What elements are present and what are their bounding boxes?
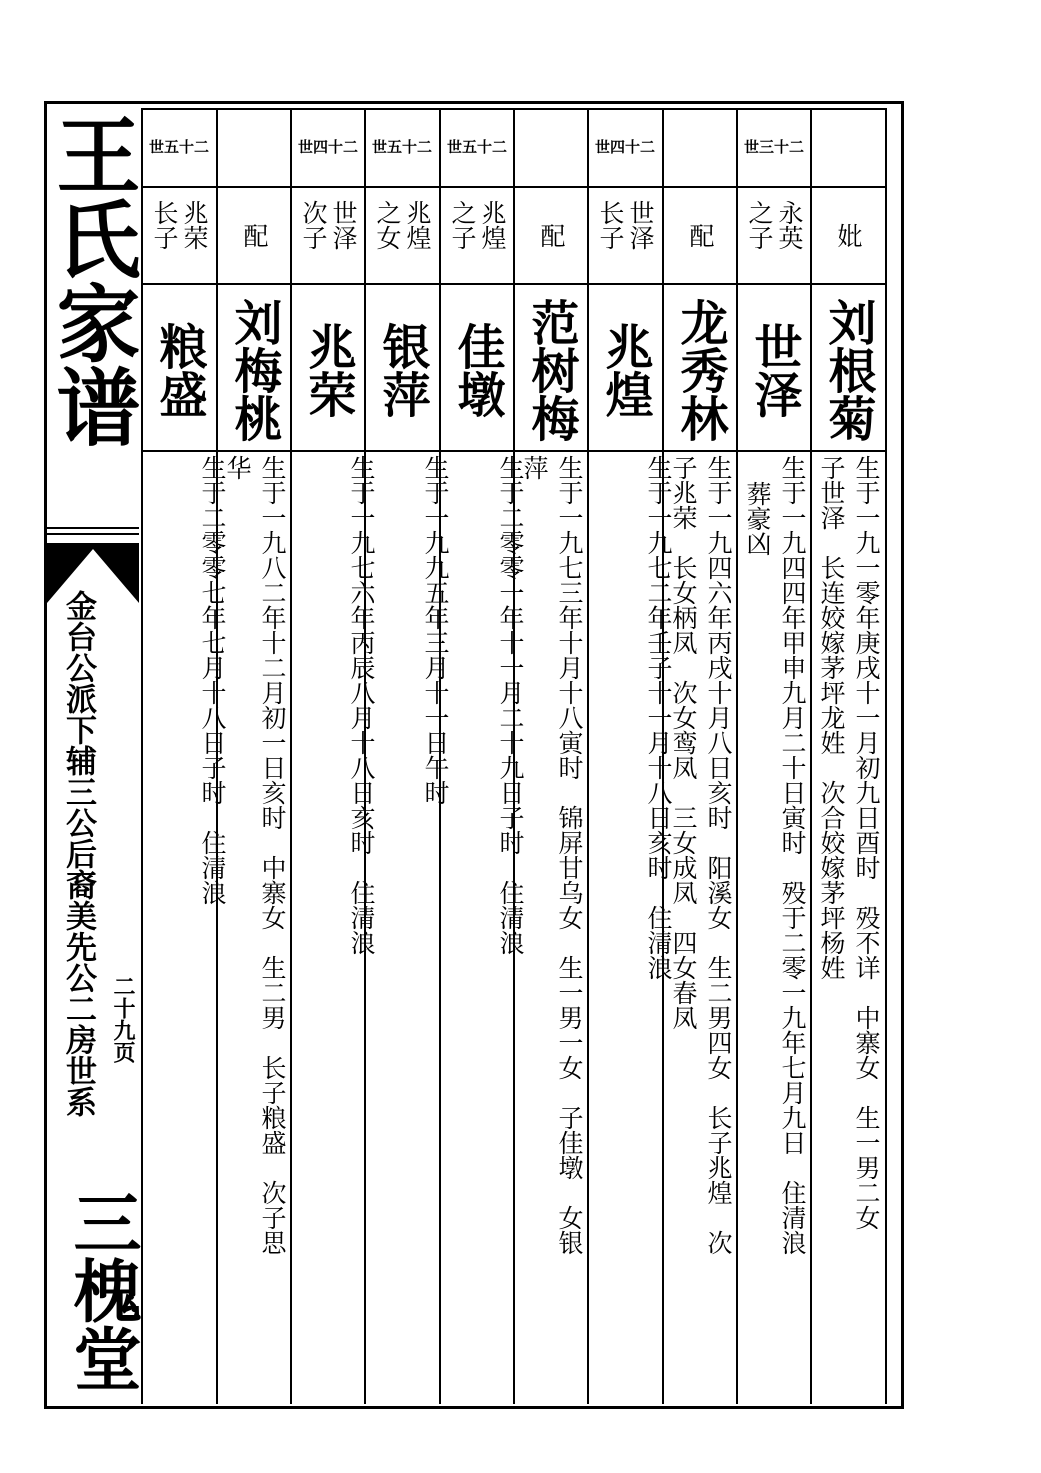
person-name: 佳墩: [449, 322, 505, 418]
biography: 生于一九七三年十月十八寅时 锦屏甘乌女 生一男一女 子佳墩 女银 萍: [520, 455, 584, 1255]
biography: 生于二零零七年七月十八日子时 住清浪: [198, 455, 227, 905]
generation-label: 世五十二: [371, 138, 432, 156]
hall-name: 三槐堂: [62, 1188, 142, 1392]
biography: 生于一九四四年甲申九月二十日寅时 殁于二零一九年七月九日 住清浪 葬豪凶: [743, 455, 807, 1255]
biography: 生于一九七二年壬子十一月十八日亥时 住清浪: [644, 455, 673, 980]
generation-label: 世五十二: [446, 138, 507, 156]
biography: 生于一九四六年丙戌十月八日亥时 阳溪女 生二男四女 长子兆煌 次 子兆荣 长女柄凤 次女鸾凤 三女成凤 四女春凤: [669, 455, 733, 1255]
person-name: 银萍: [374, 322, 430, 418]
relation-label: 永英之子: [745, 200, 804, 250]
relation-label: 配: [686, 222, 715, 248]
person-name: 刘梅桃: [226, 298, 282, 442]
person-name: 范树梅: [523, 298, 579, 442]
relation-label: 配: [240, 222, 269, 248]
page-number: 二十九页: [110, 975, 136, 1063]
genealogy-title: 王氏家谱: [43, 112, 142, 448]
title-rule-2: [47, 533, 139, 538]
biography: 生于一九九五年三月十一日午时: [421, 455, 450, 805]
person-name: 龙秀林: [672, 298, 728, 442]
generation-label: 世三十二: [743, 138, 804, 156]
relation-label: 世泽长子: [596, 200, 655, 250]
relation-label: 世泽次子: [299, 200, 358, 250]
lineage-subtitle: 金台公派下辅三公后裔美先公二房世系: [60, 590, 96, 1117]
person-name: 刘根菊: [820, 298, 876, 442]
col-rule: [885, 108, 887, 1404]
generation-label: 世四十二: [297, 138, 358, 156]
person-name: 兆煌: [597, 322, 653, 418]
generation-label: 世五十二: [148, 138, 209, 156]
person-name: 世泽: [746, 322, 802, 418]
relation-label: 兆煌之女: [373, 200, 432, 250]
biography: 生于二零零一年十一月二十九日子时 住清浪: [496, 455, 525, 955]
biography: 生于一九七六年丙辰八月十八日亥时 住清浪: [347, 455, 376, 955]
relation-label: 妣: [834, 222, 863, 248]
person-name: 粮盛: [151, 322, 207, 418]
relation-label: 兆荣长子: [150, 200, 209, 250]
relation-label: 配: [537, 222, 566, 248]
title-rule-1: [47, 527, 139, 532]
person-name: 兆荣: [300, 322, 356, 418]
generation-label: 世四十二: [594, 138, 655, 156]
biography: 生于一九八二年十二月初一日亥时 中寨女 生二男 长子粮盛 次子思 华: [223, 455, 287, 1255]
relation-label: 兆煌之子: [448, 200, 507, 250]
biography: 生于一九一零年庚戌十一月初九日酉时 殁不详 中寨女 生一男二女 子世泽 长连姣嫁茅坪龙姓 次合姣嫁茅坪杨姓: [817, 455, 881, 1230]
